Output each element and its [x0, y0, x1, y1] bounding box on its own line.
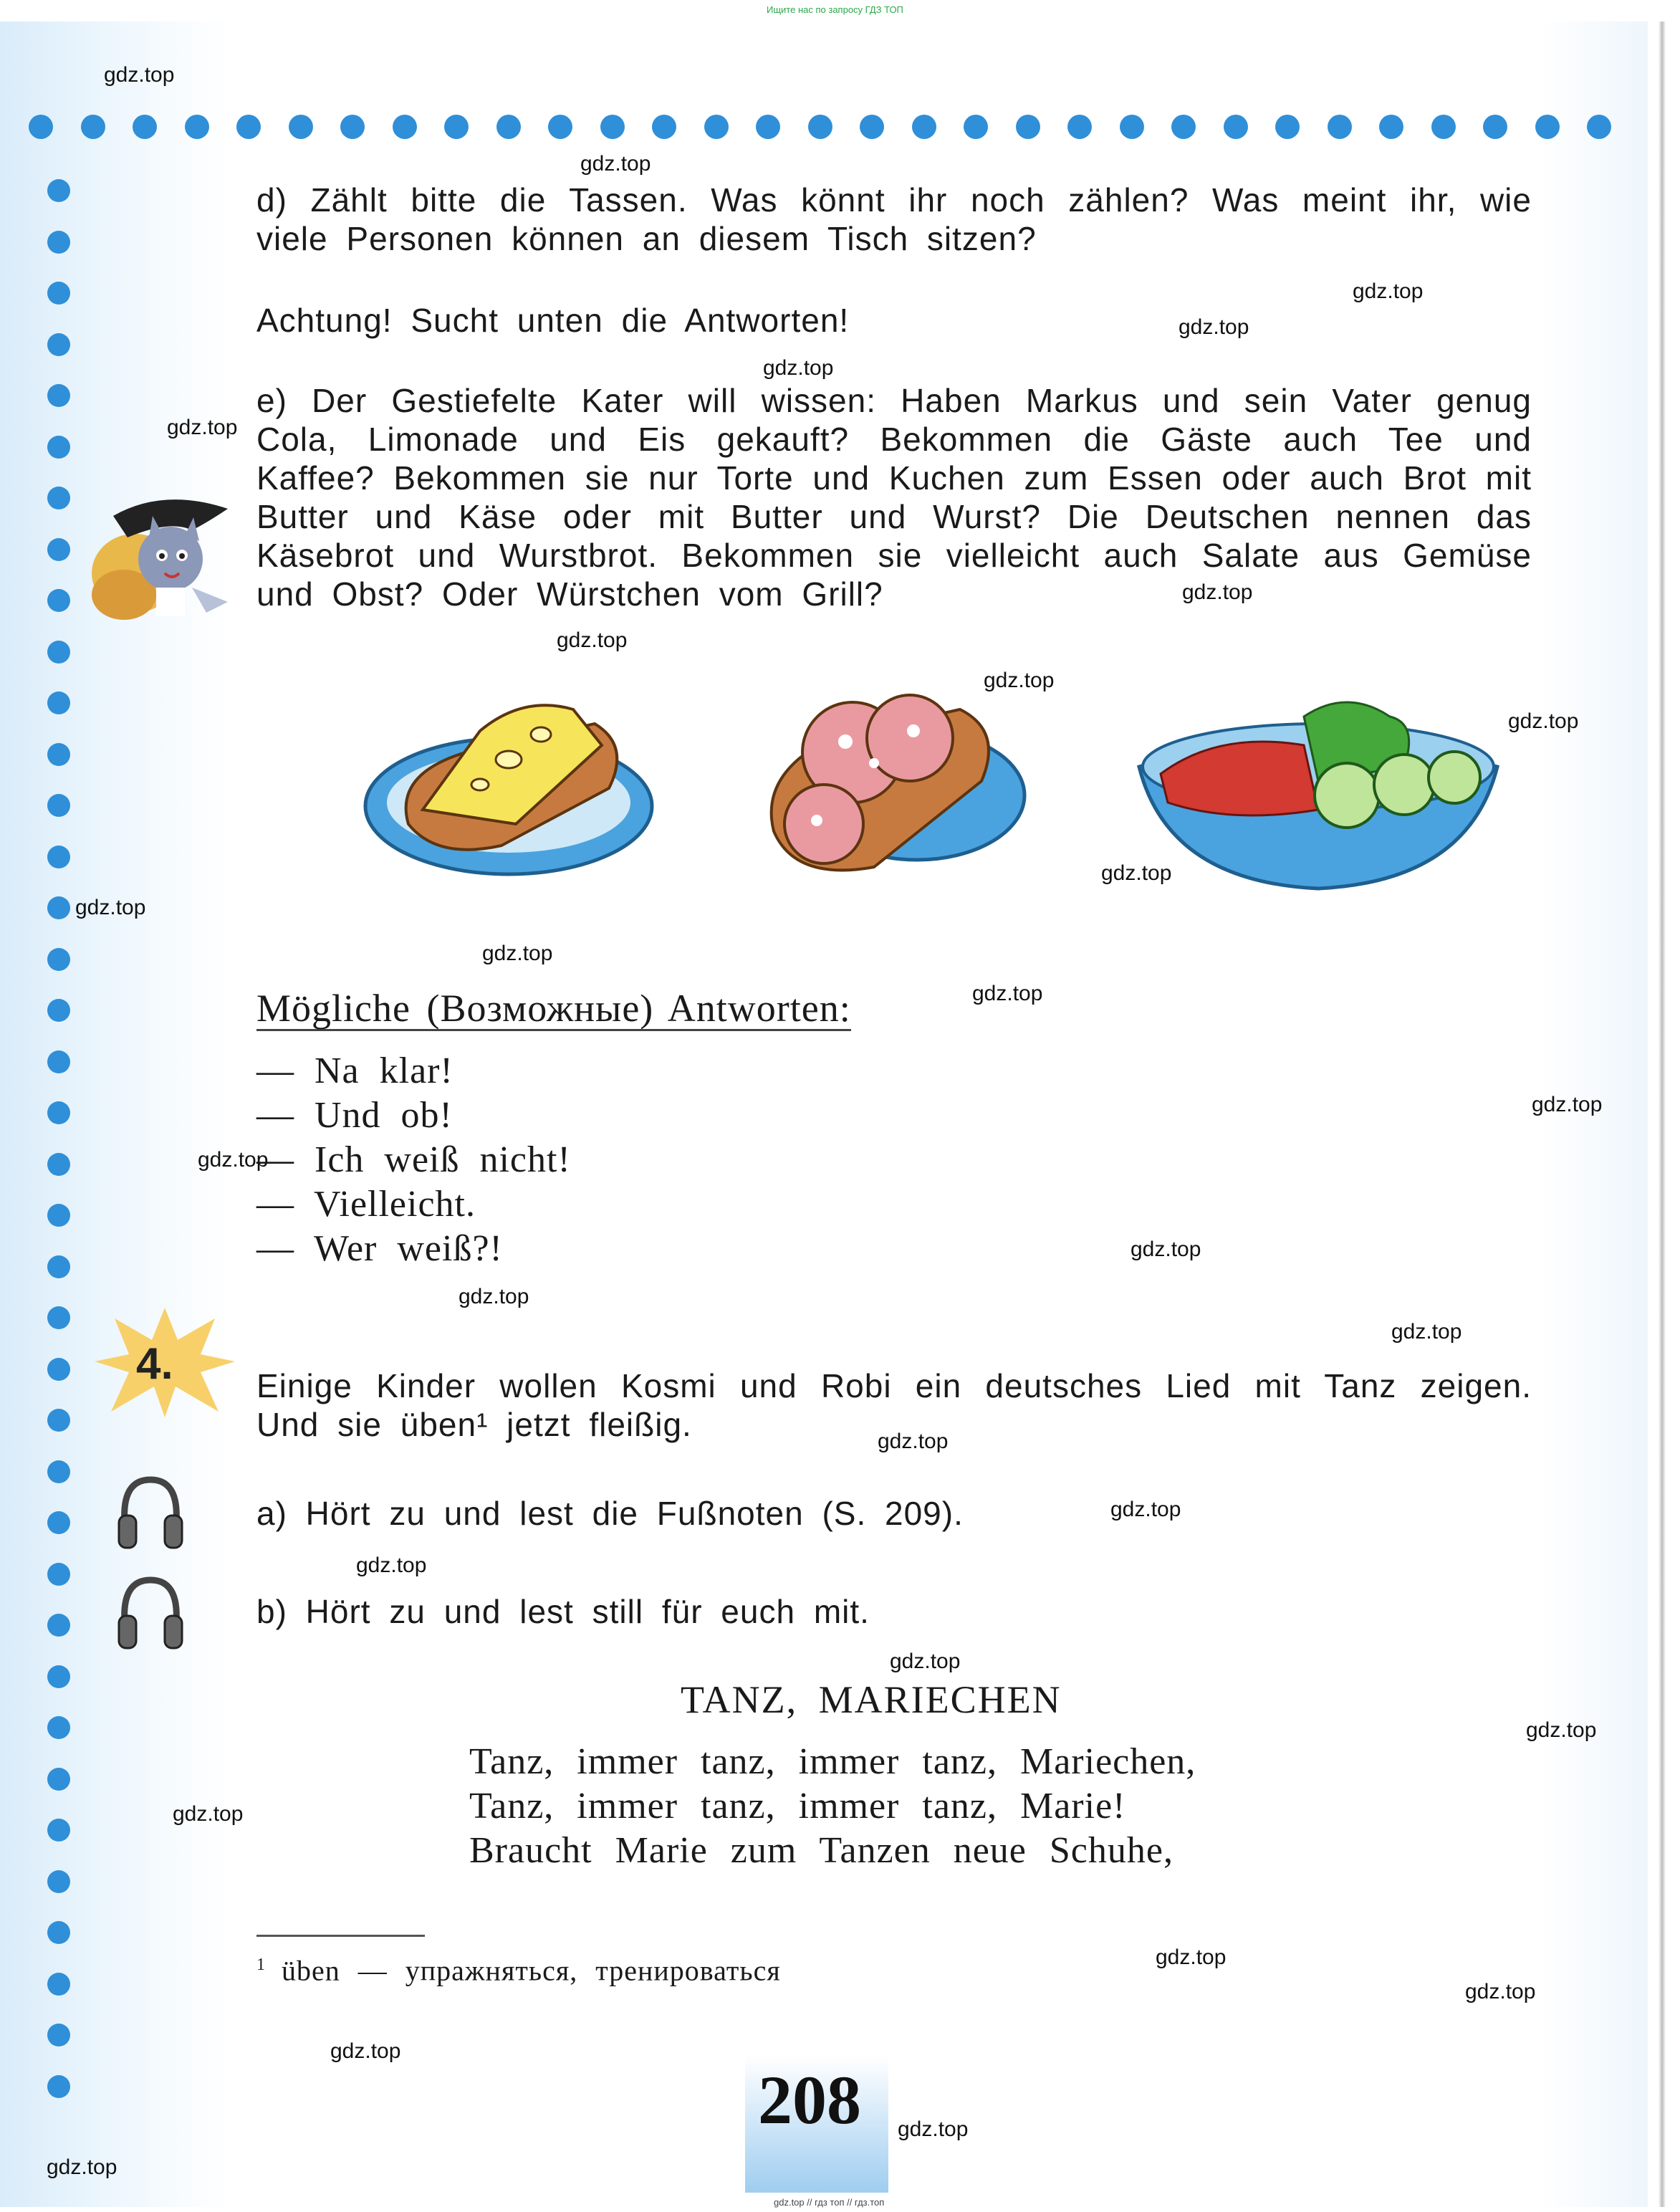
watermark: gdz.top: [898, 2117, 969, 2141]
sausage-sandwich-icon: [745, 674, 1046, 889]
watermark: gdz.top: [1391, 1320, 1462, 1344]
border-dot: [1587, 115, 1611, 139]
border-dot: [47, 1460, 70, 1483]
watermark: gdz.top: [482, 942, 553, 965]
border-dot: [393, 115, 417, 139]
border-dot: [47, 1563, 70, 1586]
border-dot: [47, 487, 70, 509]
border-dot: [47, 2075, 70, 2098]
watermark: gdz.top: [580, 152, 651, 176]
footnote: [256, 1945, 781, 1990]
border-dot: [47, 1255, 70, 1278]
answer-item: — Wer weiß?!: [256, 1228, 503, 1269]
border-dot: [1224, 115, 1248, 139]
border-dot: [47, 231, 70, 254]
border-dot: [860, 115, 884, 139]
headphones-icon[interactable]: [115, 1473, 186, 1551]
page-number: 208: [758, 2062, 861, 2138]
border-dot: [29, 115, 53, 139]
border-dot: [47, 1973, 70, 1996]
footnote-mark: 1: [256, 1955, 266, 1974]
watermark: gdz.top: [104, 63, 175, 87]
border-dot: [47, 1153, 70, 1176]
page-background: [0, 21, 1648, 2207]
watermark: gdz.top: [198, 1148, 269, 1172]
border-dot: [912, 115, 936, 139]
border-dot: [47, 1716, 70, 1739]
exercise-d-text: d) Zählt bitte die Tassen. Was könnt ihr noch zählen? Was meint ihr, wie viele Personen können an diesem Tisch sitzen?: [256, 181, 1532, 257]
border-dot: [133, 115, 157, 139]
watermark: gdz.top: [330, 2039, 401, 2063]
border-dot: [704, 115, 729, 139]
watermark: gdz.top: [459, 1285, 529, 1308]
watermark: gdz.top: [1179, 315, 1249, 339]
cat-character-icon: [85, 480, 242, 623]
watermark: gdz.top: [1101, 861, 1172, 885]
border-dot: [47, 1358, 70, 1381]
border-dot: [47, 691, 70, 714]
song-line: Tanz, immer tanz, immer tanz, Marie!: [469, 1786, 1126, 1826]
answer-item: — Na klar!: [256, 1050, 453, 1091]
border-dot: [1328, 115, 1352, 139]
border-dot: [1120, 115, 1144, 139]
border-dot: [1483, 115, 1507, 139]
exercise-e-text: e) Der Gestiefelte Kater will wissen: Haben Markus und sein Vater genug Cola, Limonade und Eis gekauft? Bekommen die Gäste auch Tee und Kaffee? Bekommen sie nur Torte und Kuchen zum Essen oder auch Brot mit Butter und Käse oder mit Butter und Wurst? Die Deutschen nennen das Käsebrot und Wurstbrot. Bekommen sie vielleicht auch Salate aus Gemüse und Obst? Oder Würstchen vom Grill?: [256, 382, 1532, 613]
border-dot: [47, 948, 70, 971]
watermark: gdz.top: [557, 628, 628, 652]
border-dot: [47, 1511, 70, 1534]
border-dot: [340, 115, 365, 139]
border-dot: [47, 743, 70, 766]
border-dot: [756, 115, 780, 139]
border-dot: [47, 1101, 70, 1124]
footnote-rule: [256, 1935, 425, 1937]
border-dot: [1379, 115, 1403, 139]
watermark: gdz.top: [1110, 1498, 1181, 1521]
salad-bowl-icon: [1132, 688, 1504, 896]
achtung-text: Achtung! Sucht unten die Antworten!: [256, 302, 850, 339]
border-dot: [47, 641, 70, 664]
border-dot: [47, 1306, 70, 1329]
border-dot: [47, 896, 70, 919]
border-dot: [496, 115, 521, 139]
border-dot: [47, 1409, 70, 1432]
border-dot: [47, 333, 70, 356]
border-dot: [289, 115, 313, 139]
watermark: gdz.top: [1465, 1980, 1536, 2003]
border-dot: [47, 999, 70, 1022]
task-number-badge: [93, 1304, 236, 1419]
border-dot: [47, 1819, 70, 1842]
border-dot: [47, 1204, 70, 1227]
border-dot: [47, 846, 70, 868]
task4-text: Einige Kinder wollen Kosmi und Robi ein deutsches Lied mit Tanz zeigen. Und sie üben¹ jetzt fleißig.: [256, 1367, 1532, 1443]
border-dot: [1535, 115, 1560, 139]
border-dot: [1431, 115, 1456, 139]
watermark: gdz.top: [890, 1650, 961, 1673]
border-dot: [47, 384, 70, 407]
border-dot: [236, 115, 261, 139]
dot-border-left: [47, 179, 76, 2100]
watermark: gdz.top: [1182, 580, 1253, 604]
song-line: Tanz, immer tanz, immer tanz, Mariechen,: [469, 1741, 1196, 1782]
cheese-sandwich-icon: [358, 681, 659, 889]
watermark: gdz.top: [167, 416, 238, 439]
border-dot: [47, 794, 70, 817]
answer-item: — Ich weiß nicht!: [256, 1139, 571, 1180]
watermark: gdz.top: [1508, 709, 1579, 733]
border-dot: [808, 115, 832, 139]
border-dot: [1016, 115, 1040, 139]
border-dot: [81, 115, 105, 139]
dot-border-top: [29, 115, 1648, 143]
watermark: gdz.top: [878, 1430, 949, 1453]
border-dot: [1067, 115, 1092, 139]
headphones-icon[interactable]: [115, 1573, 186, 1652]
task4-a-text: a) Hört zu und lest die Fußnoten (S. 209).: [256, 1495, 964, 1532]
border-dot: [47, 589, 70, 612]
border-dot: [47, 179, 70, 202]
border-dot: [1171, 115, 1196, 139]
border-dot: [47, 1050, 70, 1073]
watermark: gdz.top: [984, 669, 1055, 692]
watermark: gdz.top: [1131, 1237, 1201, 1261]
border-dot: [185, 115, 209, 139]
watermark: gdz.top: [173, 1802, 244, 1826]
watermark: gdz.top: [1532, 1093, 1603, 1116]
task-number: 4.: [136, 1339, 173, 1389]
border-dot: [47, 2024, 70, 2046]
watermark: gdz.top: [75, 896, 146, 919]
border-dot: [47, 1768, 70, 1791]
watermark: gdz.top: [1353, 279, 1424, 303]
answer-item: — Vielleicht.: [256, 1184, 476, 1225]
border-dot: [1275, 115, 1300, 139]
song-title: TANZ, MARIECHEN: [681, 1678, 1062, 1721]
border-dot: [47, 282, 70, 305]
border-dot: [548, 115, 572, 139]
watermark: gdz.top: [356, 1553, 427, 1577]
border-dot: [47, 1921, 70, 1944]
watermark: gdz.top: [763, 356, 834, 380]
border-dot: [47, 538, 70, 561]
border-dot: [444, 115, 469, 139]
footnote-text: üben — упражняться, тренироваться: [282, 1954, 781, 1987]
footer-note: gdz.top // гдз топ // гдз.топ: [774, 2197, 885, 2208]
watermark: gdz.top: [972, 982, 1043, 1005]
border-dot: [47, 436, 70, 459]
border-dot: [47, 1870, 70, 1893]
task4-b-text: b) Hört zu und lest still für euch mit.: [256, 1593, 870, 1630]
border-dot: [47, 1665, 70, 1688]
song-line: Braucht Marie zum Tanzen neue Schuhe,: [469, 1830, 1173, 1871]
answers-title: Mögliche (Возможные) Antworten:: [256, 987, 851, 1030]
answer-item: — Und ob!: [256, 1095, 453, 1136]
border-dot: [964, 115, 988, 139]
header-note: Ищите нас по запросу ГДЗ ТОП: [767, 4, 903, 15]
border-dot: [652, 115, 676, 139]
watermark: gdz.top: [1156, 1945, 1227, 1969]
page-edge-shadow: [1659, 21, 1666, 2207]
border-dot: [600, 115, 625, 139]
watermark: gdz.top: [47, 2155, 117, 2179]
border-dot: [47, 1614, 70, 1637]
watermark: gdz.top: [1526, 1718, 1597, 1742]
